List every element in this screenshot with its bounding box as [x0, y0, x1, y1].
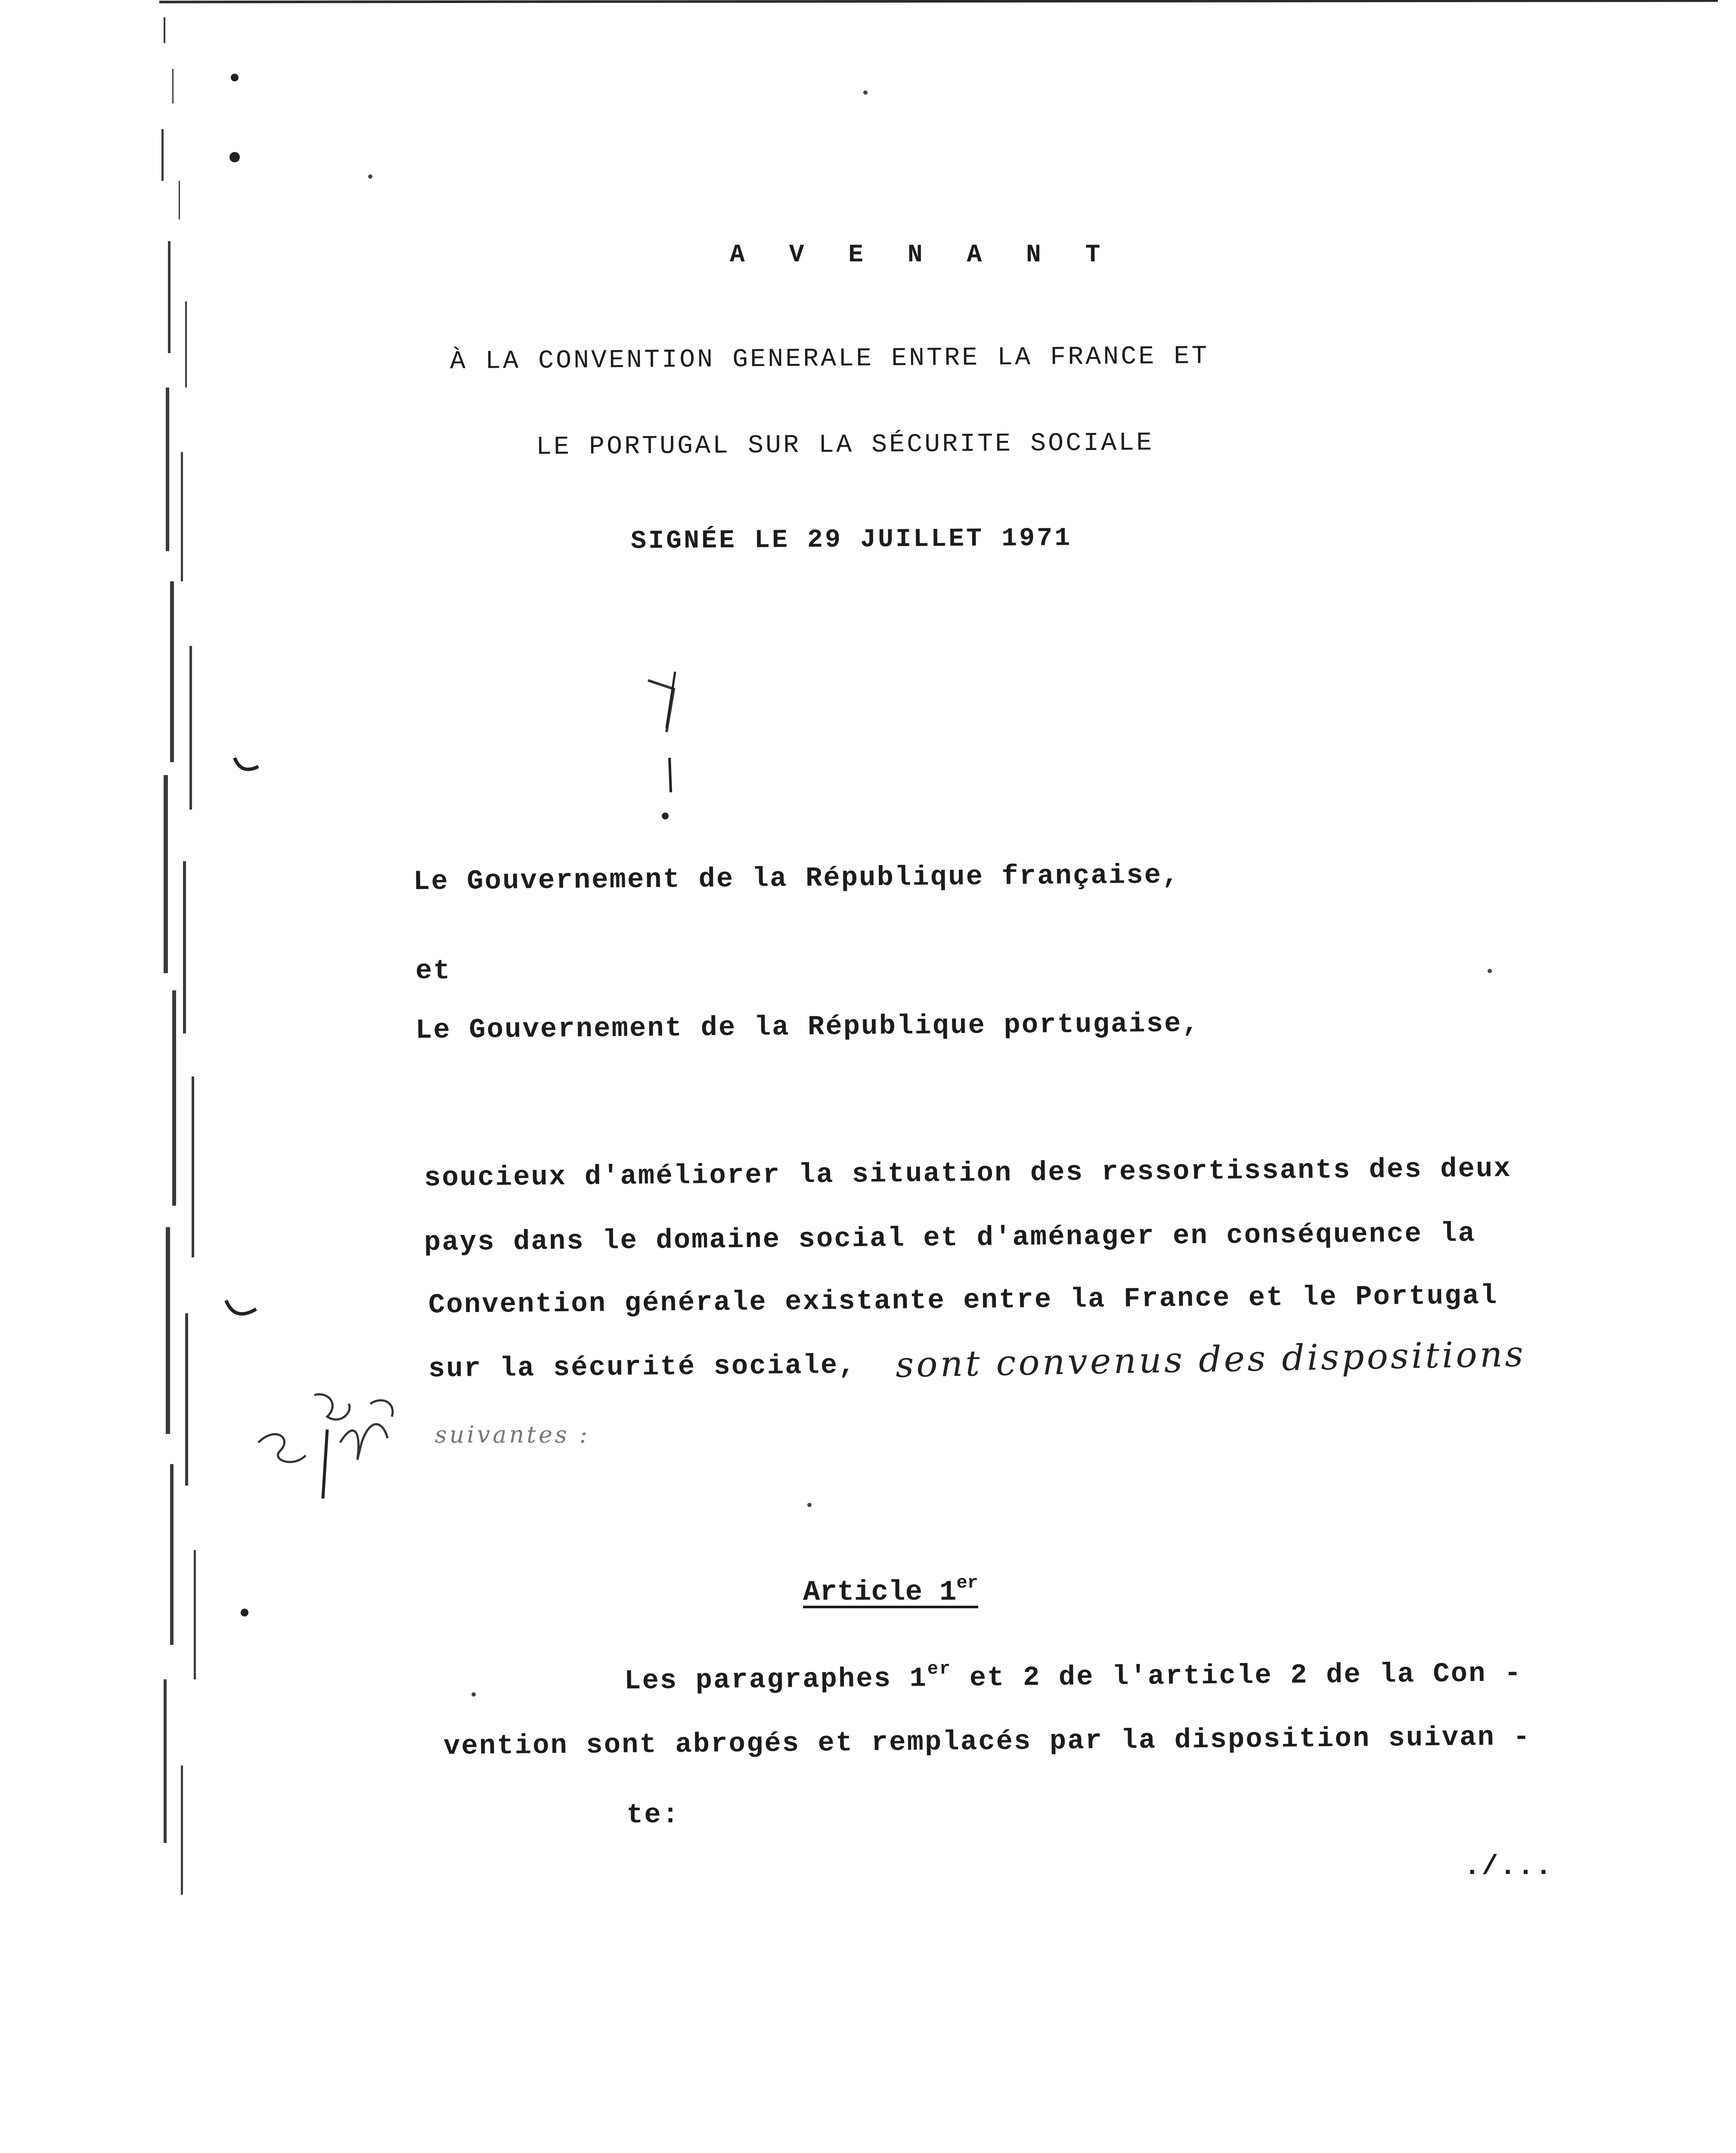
article-line-1-sup: er: [927, 1658, 952, 1679]
heading-line-2: LE PORTUGAL SUR LA SÉCURITE SOCIALE: [536, 428, 1154, 462]
article-title-text: Article 1: [803, 1576, 957, 1608]
article-line-1b: et 2 de l'article 2 de la Con -: [952, 1658, 1522, 1694]
party-portugal: Le Gouvernement de la République portugaise,: [415, 1008, 1200, 1046]
preamble-line-4: sur la sécurité sociale,: [428, 1350, 857, 1385]
article-line-1a: Les paragraphes 1: [624, 1663, 928, 1697]
heading-line-3: SIGNÉE LE 29 JUILLET 1971: [630, 524, 1073, 556]
article-title-sup: er: [956, 1573, 978, 1593]
initials-signature: [241, 1356, 439, 1511]
preamble-line-3: Convention générale existante entre la France et le Portugal: [428, 1281, 1498, 1321]
preamble-line-1: soucieux d'améliorer la situation des ressortissants des deux: [424, 1153, 1512, 1194]
preamble-line-2: pays dans le domaine social et d'aménager en conséquence la: [424, 1218, 1476, 1259]
document-title: A V E N A N T: [730, 241, 1115, 269]
handwritten-annotation-1: sont convenus des dispositions: [895, 1334, 1526, 1386]
article-line-3: te:: [626, 1800, 680, 1831]
party-france: Le Gouvernement de la République française,: [413, 860, 1180, 898]
article-line-2: vention sont abrogés et remplacés par la disposition suivan -: [443, 1722, 1531, 1763]
article-title: [803, 1573, 978, 1608]
conjunction-et: et: [415, 956, 451, 987]
heading-line-1: À LA CONVENTION GENERALE ENTRE LA FRANCE ET: [450, 341, 1209, 377]
continuation-mark: ./...: [1464, 1852, 1553, 1883]
handwritten-annotation-2: suivantes :: [435, 1421, 590, 1448]
